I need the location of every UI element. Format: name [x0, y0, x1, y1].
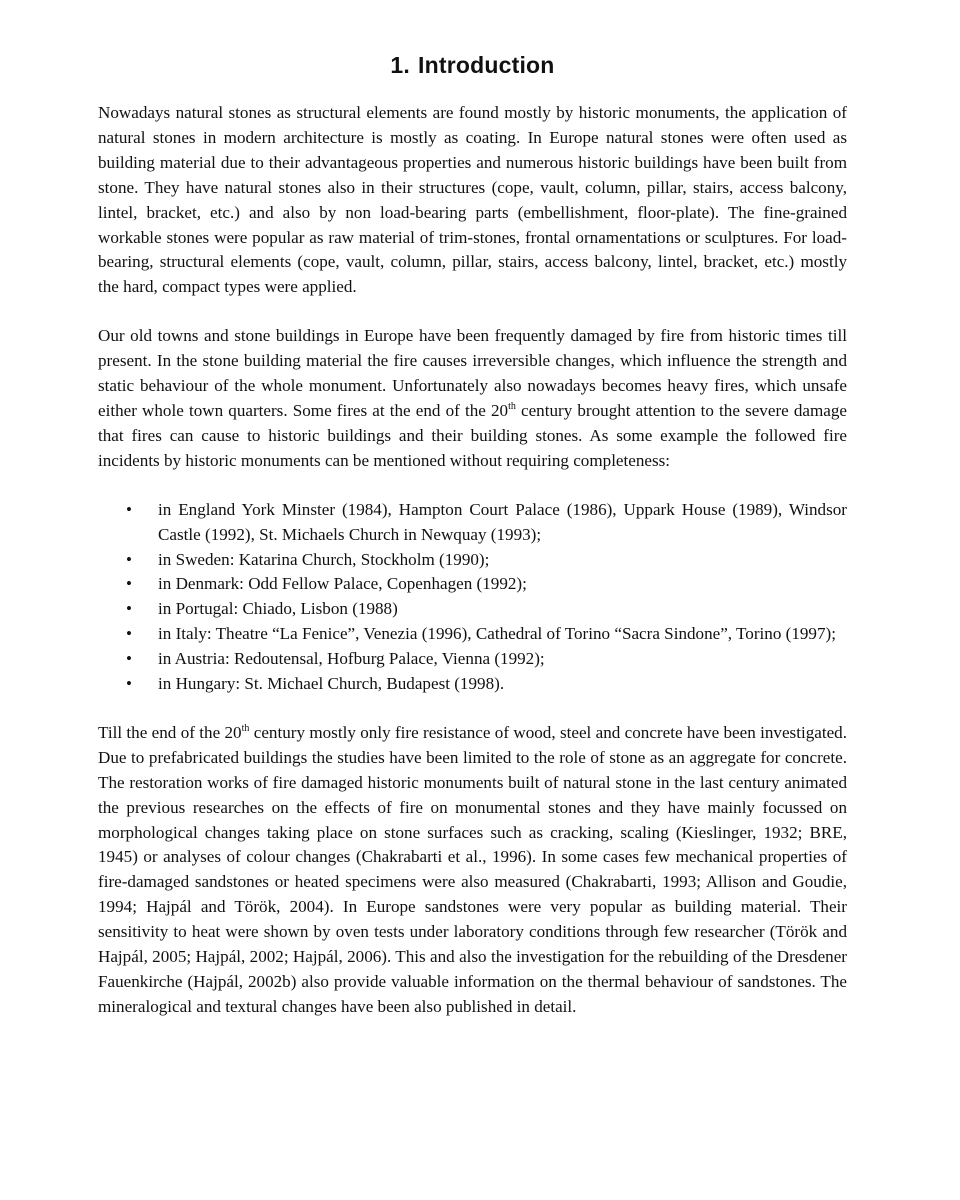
bullet-icon: •: [126, 649, 132, 669]
list-item: [98, 597, 847, 622]
paragraph-natural-stones: Nowadays natural stones as structural elements are found mostly by historic monuments, the application of natural stones in modern architecture is mostly as coating. In Europe natural stones were often used as building material due to their advantageous properties and numerous historic buildings have been built from stone. They have natural stones also in their structures (cope, vault, column, pillar, stairs, access balcony, lintel, bracket, etc.) and also by non load-bearing parts (embellishment, floor-plate). The fine-grained workable stones were popular as raw material of trim-stones, frontal ornamentations or sculptures. For load-bearing, structural elements (cope, vault, column, pillar, stairs, access balcony, lintel, bracket, etc.) mostly the hard, compact types were applied.: [98, 103, 847, 297]
list-item: [98, 672, 847, 697]
list-item: [98, 572, 847, 597]
list-item-text: in Austria: Redoutensal, Hofburg Palace, Vienna (1992);: [158, 649, 545, 669]
paragraph-fire-damage-text-a: Our old towns and stone buildings in Europe have been frequently damaged by fire from historic times till present. In the stone building material the fire causes irreversible changes, which influence the strength and static behaviour of the whole monument. Unfortunately also nowadays becomes heavy fires, which unsafe either whole town quarters. Some fires at the end of the 20: [98, 326, 847, 420]
ordinal-suffix: th: [508, 400, 516, 412]
section-heading: [98, 46, 847, 84]
section-title: Introduction: [418, 52, 555, 78]
paragraph-research-history-text-b: century mostly only fire resistance of wood, steel and concrete have been investigated. Due to prefabricated buildings the studies have been limited to the role of stone as an aggregate for concrete. The restoration works of fire damaged historic monuments built of natural stone in the last century animated the previous researches on the effects of fire on monumental stones and they have mainly focussed on morphological changes taking place on stone surfaces such as cracking, scaling (Kieslinger, 1932; BRE, 1945) or analyses of colour changes (Chakrabarti et al., 1996). In some cases few mechanical properties of fire-damaged sandstones or heated specimens were also measured (Chakrabarti, 1993; Allison and Goudie, 1994; Hajpál and Török, 2004). In Europe sandstones were very popular as building material. Their sensitivity to heat were shown by oven tests under laboratory conditions through few researcher (Török and Hajpál, 2005; Hajpál, 2002; Hajpál, 2006). This and also the investigation for the rebuilding of the Dresdener Fauenkirche (Hajpál, 2002b) also provide valuable information on the thermal behaviour of sandstones. The mineralogical and textural changes have been also published in detail.: [98, 722, 847, 1016]
list-item: [98, 498, 847, 548]
bullet-icon: •: [126, 549, 132, 569]
bullet-icon: •: [126, 574, 132, 594]
list-item: [98, 647, 847, 672]
paragraph-research-history: [98, 721, 847, 1020]
list-item: [98, 622, 847, 647]
list-item-text: in Hungary: St. Michael Church, Budapest (1998).: [158, 674, 505, 694]
bullet-icon: •: [126, 624, 132, 644]
list-item-text: in Denmark: Odd Fellow Palace, Copenhagen (1992);: [158, 574, 527, 594]
paragraph-fire-damage-text-b: century brought attention to the severe damage that fires can cause to historic buildings and their building stones. As some example the followed fire incidents by historic monuments can be mentioned without requiring completeness:: [98, 400, 848, 470]
ordinal-suffix: th: [241, 722, 250, 734]
list-item-text: in Italy: Theatre “La Fenice”, Venezia (1996), Cathedral of Torino “Sacra Sindone”, Torino (1997);: [158, 624, 836, 644]
list-item: [98, 548, 847, 573]
document-page: [98, 46, 847, 1020]
list-item-text: in Portugal: Chiado, Lisbon (1988): [158, 599, 398, 619]
list-item-text: in Sweden: Katarina Church, Stockholm (1990);: [158, 549, 490, 569]
section-number: 1.: [390, 52, 411, 78]
paragraph-research-history-text-a: Till the end of the 20: [98, 722, 242, 742]
bullet-icon: •: [126, 674, 132, 694]
bullet-icon: •: [126, 499, 132, 519]
list-item-text: in England York Minster (1984), Hampton Court Palace (1986), Uppark House (1989), Windsor Castle (1992), St. Michaels Church in Newquay (1993);: [158, 499, 847, 544]
paragraph-fire-damage: [98, 324, 847, 473]
fire-incident-list: [98, 498, 847, 697]
bullet-icon: •: [126, 599, 132, 619]
